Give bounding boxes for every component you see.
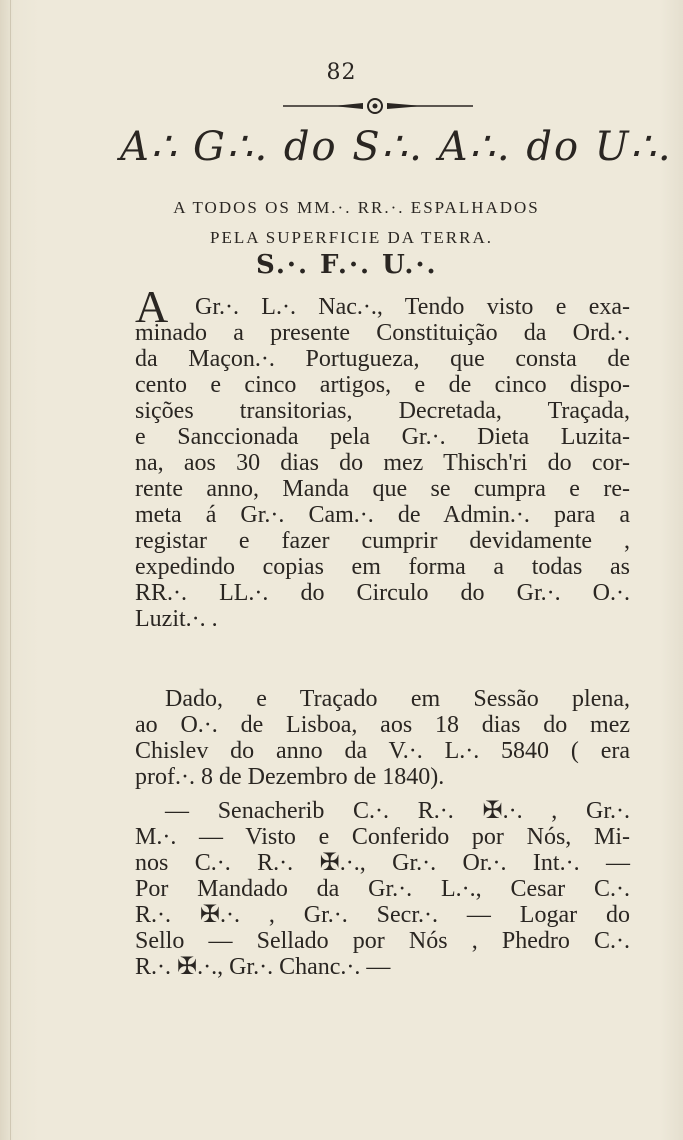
text-line: — Senacherib C.·. R.·. ✠.·. , Gr.·. bbox=[165, 798, 630, 824]
address-line-1: A TODOS OS MM.·. RR.·. ESPALHADOS bbox=[173, 198, 540, 217]
text-line: R.·. ✠.·. , Gr.·. Secr.·. — Logar do bbox=[135, 902, 630, 928]
salutation: S.·. F.·. U.·. bbox=[256, 250, 438, 280]
binding-edge bbox=[10, 0, 11, 1140]
text-line: sições transitorias, Decretada, Traçada, bbox=[135, 398, 630, 424]
text-line: expedindo copias em forma a todas as bbox=[135, 554, 630, 580]
text-line: cento e cinco artigos, e de cinco dispo- bbox=[135, 372, 630, 398]
drop-cap: A bbox=[135, 281, 169, 332]
text-line: Gr.·. L.·. Nac.·., Tendo visto e exa- bbox=[195, 294, 630, 320]
text-line: da Maçon.·. Portugueza, que consta de bbox=[135, 346, 630, 372]
text-line: nos C.·. R.·. ✠.·., Gr.·. Or.·. Int.·. — bbox=[135, 850, 630, 876]
ornament-divider bbox=[283, 96, 473, 116]
text-line: minado a presente Constituição da Ord.·. bbox=[135, 320, 630, 346]
text-line: registar e fazer cumprir devidamente , bbox=[135, 528, 630, 554]
text-line: M.·. — Visto e Conferido por Nós, Mi- bbox=[135, 824, 630, 850]
text-line: e Sanccionada pela Gr.·. Dieta Luzita- bbox=[135, 424, 630, 450]
address-line-2: PELA SUPERFICIE DA TERRA. bbox=[209, 228, 493, 247]
text-line: Sello — Sellado por Nós , Phedro C.·. bbox=[135, 928, 630, 954]
text-line: Luzit.·. . bbox=[135, 606, 218, 632]
text-line: na, aos 30 dias do mez Thisch'ri do cor- bbox=[135, 450, 630, 476]
paragraph-2 bbox=[135, 686, 630, 790]
invocation-heading: A∴ G∴. do S∴. A∴. do U∴. bbox=[120, 124, 673, 170]
text-line: RR.·. LL.·. do Circulo do Gr.·. O.·. bbox=[135, 580, 630, 606]
text-line: Chislev do anno da V.·. L.·. 5840 ( era bbox=[135, 738, 630, 764]
text-line: Dado, e Traçado em Sessão plena, bbox=[165, 686, 630, 712]
text-line: rente anno, Manda que se cumpra e re- bbox=[135, 476, 630, 502]
signatures-block bbox=[135, 798, 630, 980]
text-line: R.·. ✠.·., Gr.·. Chanc.·. — bbox=[135, 954, 391, 980]
text-line: Por Mandado da Gr.·. L.·., Cesar C.·. bbox=[135, 876, 630, 902]
text-line: ao O.·. de Lisboa, aos 18 dias do mez bbox=[135, 712, 630, 738]
text-line: meta á Gr.·. Cam.·. de Admin.·. para a bbox=[135, 502, 630, 528]
text-line: prof.·. 8 de Dezembro de 1840). bbox=[135, 764, 445, 790]
paragraph-1 bbox=[135, 294, 630, 632]
page-number: 82 bbox=[326, 60, 357, 85]
